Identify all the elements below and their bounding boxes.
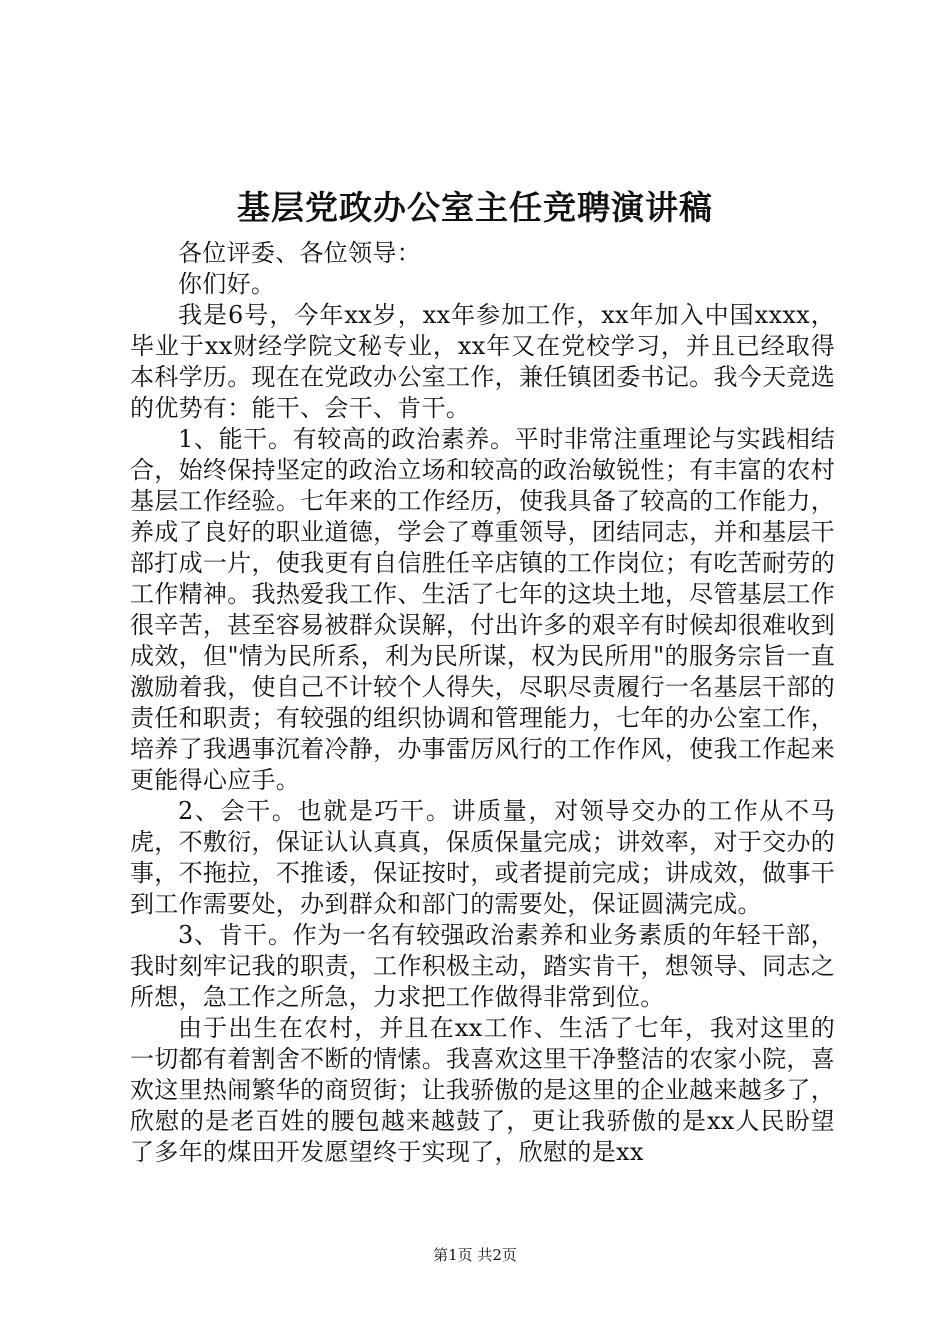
paragraph-capable: 1、能干。有较高的政治素养。平时非常注重理论与实践相结合，始终保持坚定的政治立场和较高的政治敏锐性；有丰富的农村基层工作经验。七年来的工作经历，使我具备了较高的工作能力，养成了良好的职业道德，学会了尊重领导，团结同志，并和基层干部打成一片，使我更有自信胜任辛店镇的工作岗位；有吃苦耐劳的工作精神。我热爱我工作、生活了七年的这块土地，尽管基层工作很辛苦，甚至容易被群众误解，付出许多的艰辛有时候却很难收到成效，但"情为民所系，利为民所谋，权为民所用"的服务宗旨一直激励着我，使自己不计较个人得失，尽职尽责履行一名基层干部的责任和职责；有较强的组织协调和管理能力，七年的办公室工作，培养了我遇事沉着冷静，办事雷厉风行的工作作风，使我工作起来更能得心应手。 [130, 425, 835, 794]
page-number-footer: 第1页 共2页 [433, 1246, 517, 1264]
greeting: 你们好。 [178, 270, 276, 298]
document-body [130, 238, 835, 1168]
paragraph-diligent: 3、肯干。作为一名有较强政治素养和业务素质的年轻干部，我时刻牢记我的职责，工作积极主动，踏实肯干，想领导、同志之所想，急工作之所急，力求把工作做得非常到位。 [130, 921, 835, 1011]
paragraph-introduction: 我是6号，今年xx岁，xx年参加工作，xx年加入中国xxxx，毕业于xx财经学院文秘专业，xx年又在党校学习，并且已经取得本科学历。现在在党政办公室工作，兼任镇团委书记。我今天竞选的优势有：能干、会干、肯干。 [130, 301, 835, 422]
document-title: 基层党政办公室主任竞聘演讲稿 [237, 188, 713, 227]
salutation: 各位评委、各位领导： [178, 239, 421, 267]
paragraph-hometown: 由于出生在农村，并且在xx工作、生活了七年，我对这里的一切都有着割舍不断的情愫。我喜欢这里干净整洁的农家小院，喜欢这里热闹繁华的商贸街；让我骄傲的是这里的企业越来越多了，欣慰的是老百姓的腰包越来越鼓了，更让我骄傲的是xx人民盼望了多年的煤田开发愿望终于实现了，欣慰的是xx [130, 1014, 835, 1166]
paragraph-skilled: 2、会干。也就是巧干。讲质量，对领导交办的工作从不马虎，不敷衍，保证认认真真，保质保量完成；讲效率，对于交办的事，不拖拉，不推诿，保证按时，或者提前完成；讲成效，做事干到工作需要处，办到群众和部门的需要处，保证圆满完成。 [130, 797, 835, 918]
